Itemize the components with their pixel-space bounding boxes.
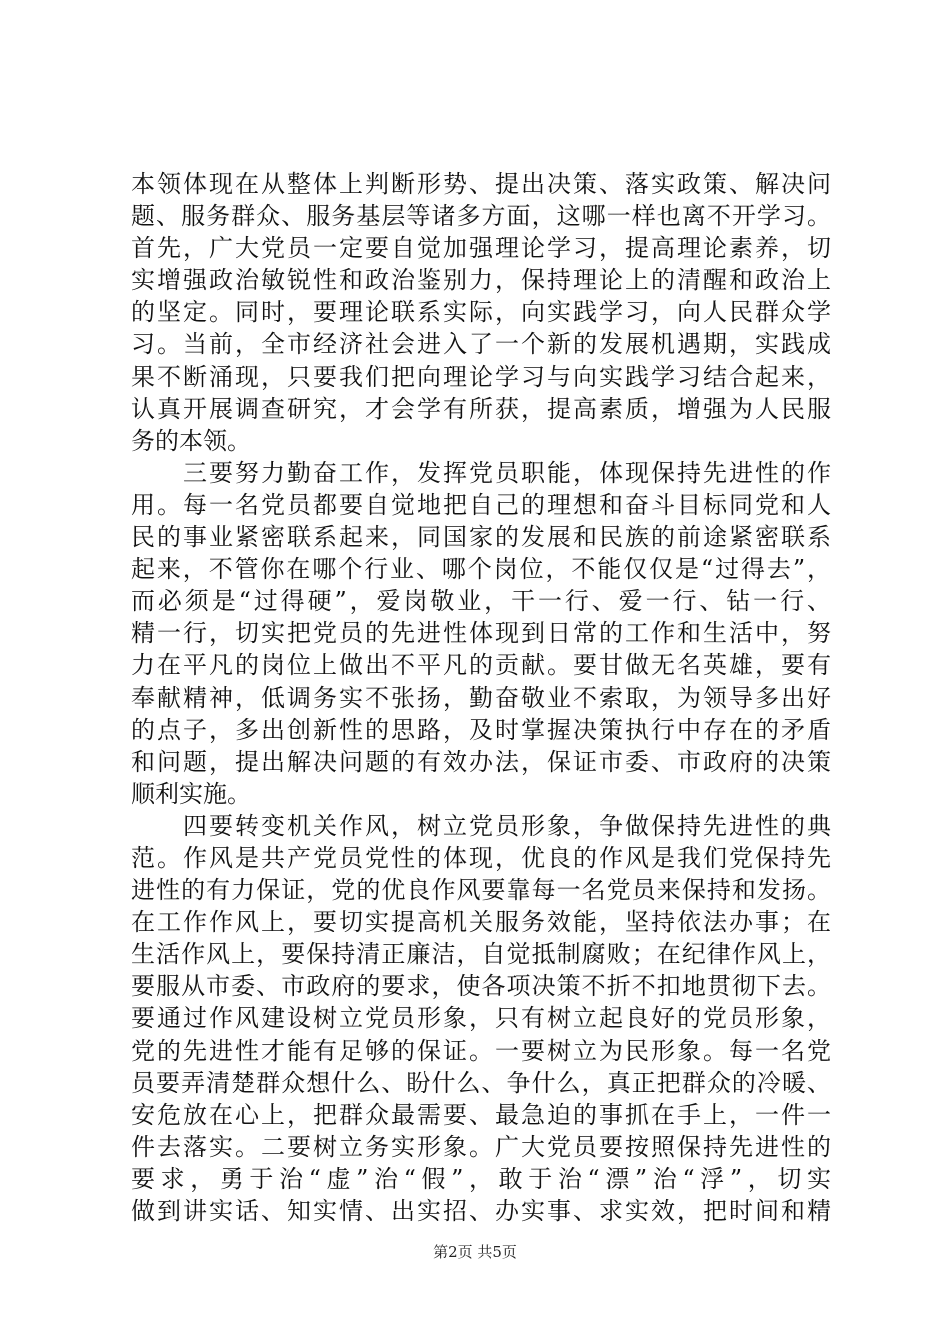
text-line: 和问题，提出解决问题的有效办法，保证市委、市政府的决策 — [131, 747, 831, 776]
text-line: 精一行，切实把党员的先进性体现到日常的工作和生活中，努 — [131, 619, 831, 648]
text-line: 在工作作风上，要切实提高机关服务效能，坚持依法办事；在 — [131, 908, 831, 937]
text-line: 四要转变机关作风，树立党员形象，争做保持先进性的典 — [131, 811, 831, 840]
text-line: 范。作风是共产党员党性的体现，优良的作风是我们党保持先 — [131, 843, 831, 872]
text-line: 务的本领。 — [131, 426, 251, 455]
text-line: 力在平凡的岗位上做出不平凡的贡献。要甘做无名英雄，要有 — [131, 651, 831, 680]
page-number-footer: 第2页 共5页 — [433, 1243, 517, 1261]
text-line: 安危放在心上，把群众最需要、最急迫的事抓在手上，一件一 — [131, 1100, 831, 1129]
text-line: 首先，广大党员一定要自觉加强理论学习，提高理论素养，切 — [131, 234, 831, 263]
text-line: 进性的有力保证，党的优良作风要靠每一名党员来保持和发扬。 — [131, 876, 831, 905]
text-line: 用。每一名党员都要自觉地把自己的理想和奋斗目标同党和人 — [131, 490, 831, 519]
text-line: 要求，勇于治“虚”治“假”，敢于治“漂”治“浮”，切实 — [131, 1164, 831, 1193]
text-line: 三要努力勤奋工作，发挥党员职能，体现保持先进性的作 — [131, 458, 831, 487]
text-line: 的坚定。同时，要理论联系实际，向实践学习，向人民群众学 — [131, 298, 831, 327]
text-line: 民的事业紧密联系起来，同国家的发展和民族的前途紧密联系 — [131, 523, 831, 552]
text-line: 做到讲实话、知实情、出实招、办实事、求实效，把时间和精 — [131, 1197, 831, 1225]
text-line: 件去落实。二要树立务实形象。广大党员要按照保持先进性的 — [131, 1132, 831, 1161]
text-line: 习。当前，全市经济社会进入了一个新的发展机遇期，实践成 — [131, 330, 831, 359]
text-line: 要通过作风建设树立党员形象，只有树立起良好的党员形象， — [131, 1004, 831, 1033]
text-line: 生活作风上，要保持清正廉洁，自觉抵制腐败；在纪律作风上， — [131, 940, 831, 969]
body-text — [131, 168, 831, 1227]
text-line: 本领体现在从整体上判断形势、提出决策、落实政策、解决问 — [131, 170, 831, 198]
text-line: 而必须是“过得硬”，爱岗敬业，干一行、爱一行、钻一行、 — [131, 587, 831, 616]
text-line: 果不断涌现，只要我们把向理论学习与向实践学习结合起来， — [131, 362, 831, 391]
text-line: 认真开展调查研究，才会学有所获，提高素质，增强为人民服 — [131, 394, 831, 423]
text-line: 党的先进性才能有足够的保证。一要树立为民形象。每一名党 — [131, 1036, 831, 1065]
text-line: 的点子，多出创新性的思路，及时掌握决策执行中存在的矛盾 — [131, 715, 831, 744]
text-line: 实增强政治敏锐性和政治鉴别力，保持理论上的清醒和政治上 — [131, 266, 831, 295]
text-line: 员要弄清楚群众想什么、盼什么、争什么，真正把群众的冷暖、 — [131, 1068, 831, 1097]
text-line: 起来，不管你在哪个行业、哪个岗位，不能仅仅是“过得去”， — [131, 555, 831, 584]
text-line: 要服从市委、市政府的要求，使各项决策不折不扣地贯彻下去。 — [131, 972, 831, 1001]
text-line: 题、服务群众、服务基层等诸多方面，这哪一样也离不开学习。 — [131, 202, 831, 231]
text-line: 顺利实施。 — [131, 779, 251, 808]
text-line: 奉献精神，低调务实不张扬，勤奋敬业不索取，为领导多出好 — [131, 683, 831, 712]
